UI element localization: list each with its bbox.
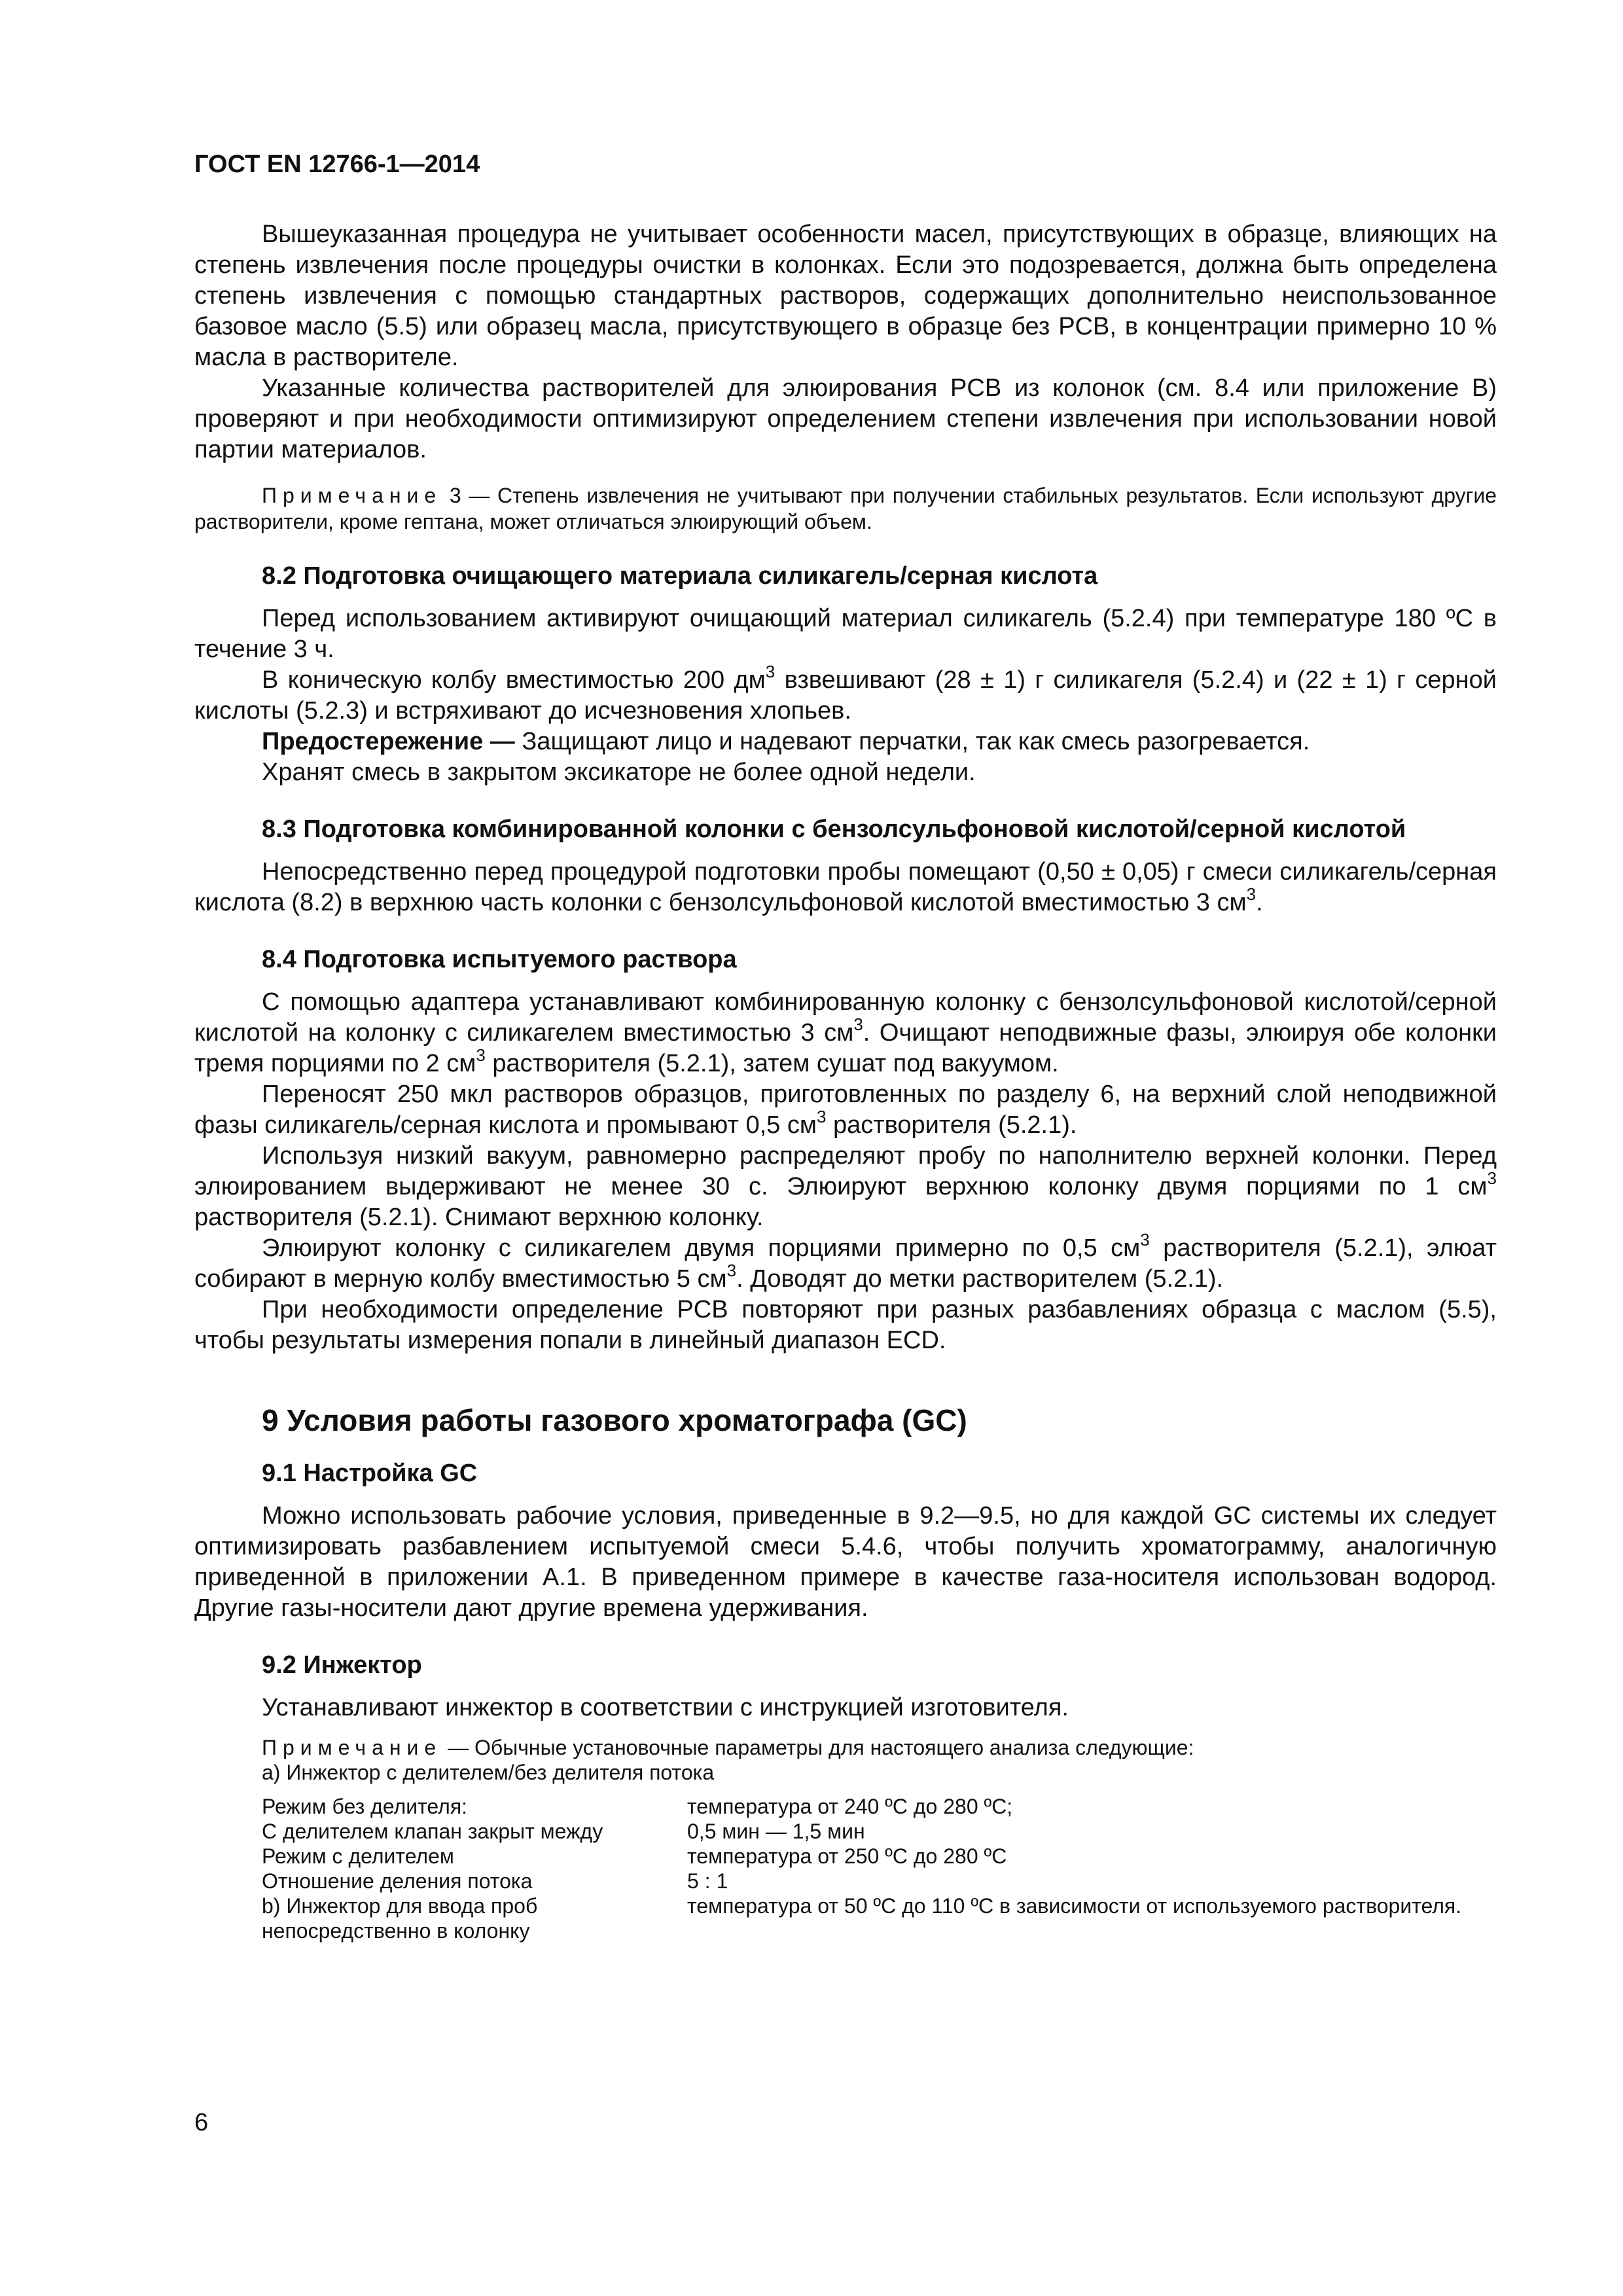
paragraph-8-2-mixing [194,662,1497,726]
warning-text: Защищают лицо и надевают перчатки, так как смесь разогревается. [514,728,1310,755]
superscript: 3 [853,1014,863,1035]
paragraph-8-2-warning [194,726,1497,757]
parameter-value: температура от 240 ºС до 280 ºС; [687,1795,1013,1818]
parameter-label: Отношение деления потока [262,1869,533,1893]
parameter-value: температура от 250 ºС до 280 ºС [687,1844,1007,1868]
note-text: 3 — Степень извлечения не учитывают при получении стабильных результатов. Если используют другие растворители, кроме гептана, может отличаться элюирующий объем. [194,484,1497,533]
text-fragment: Переносят 250 мкл растворов образцов, приготовленных по разделу 6, на верхний слой неподвижной фазы силикагель/серная кислота и промывают 0,5 см [194,1081,1497,1139]
superscript: 3 [1487,1168,1497,1189]
note-text: — Обычные установочные параметры для настоящего анализа следующие: [442,1736,1194,1759]
document-body [194,219,1497,1943]
text-fragment: . Доводят до метки растворителем (5.2.1). [736,1265,1224,1293]
parameter-label: Режим без делителя: [262,1795,468,1818]
note-item-a: а) Инжектор с делителем/без делителя потока [262,1761,715,1784]
parameter-row [262,1893,1497,1943]
paragraph-9-1: Можно использовать рабочие условия, приведенные в 9.2—9.5, но для каждой GC системы их следует оптимизировать разбавлением испытуемой смеси 5.4.6, чтобы получить хроматограмму, аналогичную приведенной в приложении А.1. В приведенном примере в качестве газа-носителя использован водород. Другие газы-носители дают другие времена удерживания. [194,1502,1497,1622]
section-8-2-heading: 8.2 Подготовка очищающего материала силикагель/серная кислота [262,562,1098,590]
paragraph-8-4-vacuum [194,1141,1497,1233]
text-fragment: взвешивают (28 ± 1) г силикагеля (5.2.4) и (22 ± 1) г серной кислоты (5.2.3) и встряхивают до исчезновения хлопьев. [194,666,1497,725]
paragraph-8-3-column [194,857,1497,918]
paragraph-8-4-dilution: При необходимости определение PCB повторяют при разных разбавлениях образца с маслом (5.5), чтобы результаты измерения попали в линейный диапазон ECD. [194,1296,1497,1354]
parameter-value: 5 : 1 [687,1869,728,1893]
note-9-2 [194,1735,1497,1760]
note-label: Примечание [262,484,442,507]
parameter-label: С делителем клапан закрыт между [262,1820,603,1843]
text-fragment: Используя низкий вакуум, равномерно распределяют пробу по наполнителю верхней колонки. Перед элюированием выдерживают не менее 30 с. Элюируют верхнюю колонку двумя порциями по 1 см [194,1142,1497,1200]
injector-parameters-table [262,1794,1497,1943]
text-fragment: В коническую колбу вместимостью 200 дм [262,666,766,694]
section-8-4-heading: 8.4 Подготовка испытуемого раствора [262,946,737,973]
superscript: 3 [476,1045,486,1066]
note-label: Примечание [262,1736,442,1759]
superscript: 3 [726,1261,737,1281]
superscript: 3 [765,662,776,682]
paragraph-extraction-procedure: Вышеуказанная процедура не учитывает особенности масел, присутствующих в образце, влияющих на степень извлечения после процедуры очистки в колонках. Если это подозревается, должна быть определена степень извлечения с помощью стандартных растворов, содержащих дополнительно неиспользованное базовое масло (5.5) или образец масла, присутствующего в образце без PCB, в концентрации примерно 10 % масла в растворителе. [194,221,1497,371]
warning-label: Предостережение — [262,728,515,755]
text-fragment: . Очищают неподвижные фазы, элюируя обе колонки тремя порциями по 2 см [194,1019,1497,1077]
paragraph-8-4-transfer [194,1079,1497,1141]
document-code-header: ГОСТ EN 12766-1—2014 [194,151,480,178]
page-number: 6 [194,2109,209,2136]
paragraph-solvent-quantities: Указанные количества растворителей для элюирования PCB из колонок (см. 8.4 или приложение В) проверяют и при необходимости оптимизируют определением степени извлечения при использовании новой партии материалов. [194,374,1497,463]
paragraph-8-4-elution [194,1230,1497,1295]
section-9-2-heading: 9.2 Инжектор [262,1651,422,1679]
text-fragment: растворителя (5.2.1), затем сушат под вакуумом. [485,1050,1059,1077]
text-fragment: растворителя (5.2.1). [826,1111,1077,1139]
section-9-1-heading: 9.1 Настройка GC [262,1460,478,1487]
paragraph-8-2-storage: Хранят смесь в закрытом эксикаторе не более одной недели. [262,759,976,786]
text-fragment: Элюируют колонку с силикагелем двумя порциями примерно по 0,5 см [262,1234,1141,1262]
superscript: 3 [816,1107,827,1127]
text-fragment: растворителя (5.2.1), элюат собирают в мерную колбу вместимостью 5 см [194,1234,1497,1293]
parameter-label: b) Инжектор для ввода проб непосредственно в колонку [262,1894,538,1943]
parameter-value: 0,5 мин — 1,5 мин [687,1820,865,1843]
section-8-3-heading: 8.3 Подготовка комбинированной колонки с бензолсульфоновой кислотой/серной кислотой [262,816,1406,843]
superscript: 3 [1140,1230,1150,1250]
parameter-value: температура от 50 ºС до 110 ºС в зависимости от используемого растворителя. [687,1894,1462,1918]
section-9-heading: 9 Условия работы газового хроматографа (GC) [262,1403,967,1437]
paragraph-8-4-adapter [194,987,1497,1079]
text-fragment: Непосредственно перед процедурой подготовки пробы помещают (0,50 ± 0,05) г смеси силикагель/серная кислота (8.2) в верхнюю часть колонки с бензолсульфоновой кислотой вместимостью 3 см [194,858,1497,916]
parameter-row [262,1819,1497,1844]
paragraph-9-2: Устанавливают инжектор в соответствии с инструкцией изготовителя. [262,1694,1069,1721]
parameter-row [262,1844,1497,1869]
text-fragment: . [1256,889,1263,916]
parameter-label: Режим с делителем [262,1844,454,1868]
parameter-row [262,1869,1497,1893]
parameter-row [262,1794,1497,1819]
paragraph-8-2-activation: Перед использованием активируют очищающий материал силикагель (5.2.4) при температуре 180 ºC в течение 3 ч. [194,605,1497,663]
note-3 [194,482,1497,535]
superscript: 3 [1246,884,1257,905]
text-fragment: растворителя (5.2.1). Снимают верхнюю колонку. [194,1204,764,1231]
text-fragment: С помощью адаптера устанавливают комбинированную колонку с бензолсульфоновой кислотой/серной кислотой на колонку с силикагелем вместимостью 3 см [194,988,1497,1047]
